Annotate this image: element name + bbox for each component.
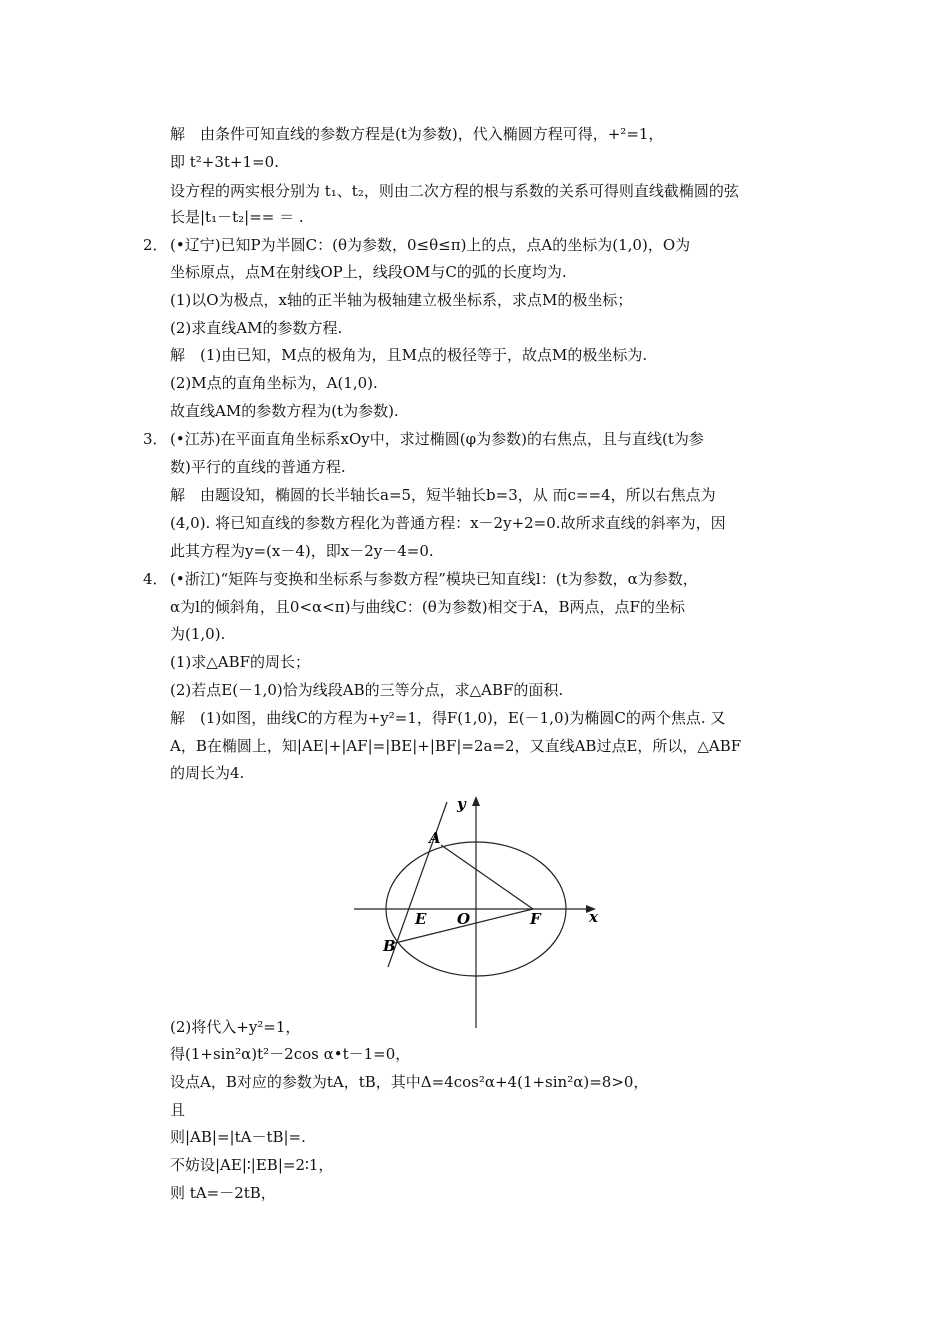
y-label: y <box>457 795 466 813</box>
point-f-label: F <box>530 910 541 928</box>
text-line: 则|AB|=|tA－tB|=. <box>170 1128 306 1146</box>
text-line: 得(1+sin²α)t²－2cos α•t－1=0， <box>170 1045 411 1063</box>
text-line: (2)将代入+y²=1， <box>170 1018 301 1036</box>
text-line: (•辽宁)已知P为半圆C：(θ为参数，0≤θ≤π)上的点，点A的坐标为(1,0)，O为 <box>170 236 691 254</box>
text-line: 的周长为4. <box>170 764 245 782</box>
point-o-label: O <box>457 910 471 928</box>
problem-number: 4． <box>143 570 168 588</box>
text-line: 解 (1)由已知，M点的极角为，且M点的极径等于，故点M的极坐标为. <box>170 346 648 364</box>
text-line: 此其方程为y=(x－4)，即x－2y－4=0. <box>170 542 434 560</box>
text-line: (2)M点的直角坐标为，A(1,0). <box>170 374 378 392</box>
point-e-label: E <box>415 910 427 928</box>
text-line: 故直线AM的参数方程为(t为参数). <box>170 402 399 420</box>
text-line: 坐标原点，点M在射线OP上，线段OM与C的弧的长度均为. <box>170 263 567 281</box>
text-line: (2)求直线AM的参数方程. <box>170 319 343 337</box>
text-line: 解 由条件可知直线的参数方程是(t为参数)，代入椭圆方程可得，+²=1， <box>170 125 664 143</box>
point-b-label: B <box>383 937 396 955</box>
text-line: 即 t²+3t+1=0. <box>170 153 279 171</box>
text-line: A，B在椭圆上，知|AE|+|AF|=|BE|+|BF|=2a=2，又直线AB过点E，所以，△ABF <box>170 737 742 755</box>
text-line: 不妨设|AE|∶|EB|=2∶1， <box>170 1156 334 1174</box>
text-line: α为l的倾斜角，且0<α<π)与曲线C：(θ为参数)相交于A，B两点，点F的坐标 <box>170 598 685 616</box>
text-line: 则 tA=－2tB， <box>170 1184 276 1202</box>
text-line: 解 (1)如图，曲线C的方程为+y²=1，得F(1,0)，E(－1,0)为椭圆C的两个焦点. 又 <box>170 709 726 727</box>
point-a-label: A <box>429 829 441 847</box>
segment-af <box>441 845 533 909</box>
text-line: (1)求△ABF的周长； <box>170 653 311 671</box>
text-line: 解 由题设知，椭圆的长半轴长a=5，短半轴长b=3，从 而c==4，所以右焦点为 <box>170 486 716 504</box>
y-axis-arrow <box>472 796 480 806</box>
text-line: (4,0). 将已知直线的参数方程化为普通方程：x－2y+2=0.故所求直线的斜率为，因 <box>170 514 726 532</box>
text-line: 设点A，B对应的参数为tA，tB，其中Δ=4cos²α+4(1+sin²α)=8>0， <box>170 1073 649 1091</box>
text-line: (•浙江)“矩阵与变换和坐标系与参数方程”模块已知直线l：(t为参数，α为参数， <box>170 570 698 588</box>
text-line: 且 <box>170 1101 186 1119</box>
text-line: 长是|t₁－t₂|== ＝ . <box>170 208 304 226</box>
ellipse-figure <box>350 792 610 1034</box>
text-line: (1)以O为极点，x轴的正半轴为极轴建立极坐标系，求点M的极坐标； <box>170 291 633 309</box>
text-line: (2)若点E(－1,0)恰为线段AB的三等分点，求△ABF的面积. <box>170 681 564 699</box>
text-line: (•江苏)在平面直角坐标系xOy中，求过椭圆(φ为参数)的右焦点，且与直线(t为参 <box>170 430 704 448</box>
problem-number: 3． <box>143 430 168 448</box>
text-line: 为(1,0). <box>170 625 226 643</box>
text-line: 设方程的两实根分别为 t₁、t₂，则由二次方程的根与系数的关系可得则直线截椭圆的弦 <box>170 182 739 200</box>
text-line: 数)平行的直线的普通方程. <box>170 458 346 476</box>
problem-number: 2． <box>143 236 168 254</box>
x-label: x <box>589 908 598 926</box>
